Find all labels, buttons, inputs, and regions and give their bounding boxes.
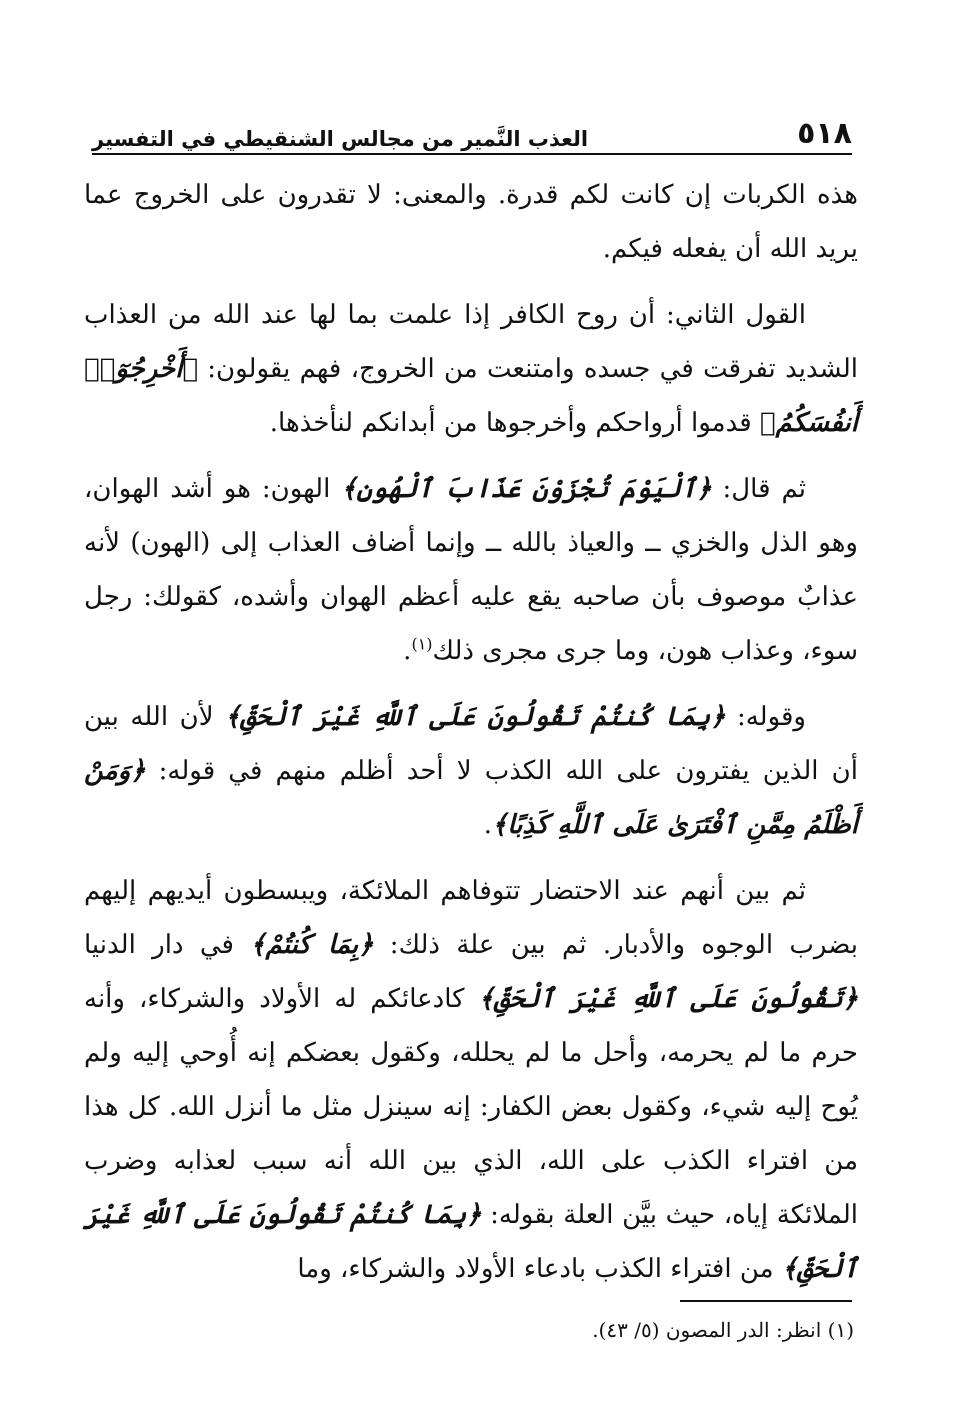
main-text (84, 168, 858, 1308)
paragraph-1: هذه الكربات إن كانت لكم قدرة. والمعنى: لا تقدرون على الخروج عما يريد الله أن يفعله فيكم. (84, 180, 858, 264)
quran-quote: ﴿وَمَنْ أَظْلَمُ مِمَّنِ ٱفْتَرَىٰ عَلَى ٱللَّهِ كَذِبًا﴾ (84, 756, 858, 840)
quran-quote: ﴿ٱلْيَوْمَ تُجْزَوْنَ عَذَابَ ٱلْهُونِ﴾ (341, 474, 712, 504)
paragraph-2 (84, 288, 858, 450)
footnote: (١) انظر: الدر المصون (٥/ ٤٣). (592, 1318, 854, 1342)
text-segment: وقوله: (725, 702, 806, 732)
footnote-divider (680, 1300, 852, 1302)
quran-quote: ﴿بِمَا كُنتُمْ﴾ (250, 930, 374, 960)
text-segment: كادعائكم له الأولاد والشركاء، وأنه حرم ما لم يحرمه، وأحل ما لم يحلله، وكقول بعضكم إنه أُوحي إليه ولم يُوح إليه شيء، وكقول بعض الكفار: إنه سينزل مثل ما أنزل الله. كل هذا من افتراء الكذب على الله، الذي بين الله أنه سبب لعذابه وضرب الملائكة إياه، حيث بيَّن العلة بقوله: (84, 984, 858, 1230)
quran-quote: ﴿أَخْرِجُوٓا۟ أَنفُسَكُمُ﴾ (84, 354, 858, 438)
paragraph-4 (84, 690, 858, 852)
text-segment: . (403, 636, 412, 666)
running-title: العذب النَّمير من مجالس الشنقيطي في التفسير (92, 127, 589, 151)
text-segment: من افتراء الكذب بادعاء الأولاد والشركاء، وما (297, 1254, 782, 1284)
paragraph-3 (84, 462, 858, 678)
text-segment: ثم بين أنهم عند الاحتضار تتوفاهم الملائكة، ويبسطون أيديهم إليهم بضرب الوجوه والأدبار. ثم بين علة ذلك: (84, 876, 858, 960)
quran-quote: ﴿تَقُولُونَ عَلَى ٱللَّهِ غَيْرَ ٱلْحَقِّ﴾ (478, 984, 858, 1014)
paragraph-5 (84, 864, 858, 1296)
text-segment: في دار الدنيا (84, 930, 251, 960)
text-segment: الهون: هو أشد الهوان، وهو الذل والخزي ــ والعياذ بالله ــ وإنما أضاف العذاب إلى (الهون) لأنه عذابٌ موصوف بأن صاحبه يقع عليه أعظم الهوان وأشده، كقولك: رجل سوء، وعذاب هون، وما جرى مجرى ذلك (84, 474, 858, 666)
text-segment: ثم قال: (711, 474, 807, 504)
quran-quote: ﴿بِمَا كُنتُمْ تَقُولُونَ عَلَى ٱللَّهِ غَيْرَ ٱلْحَقِّ﴾ (225, 702, 726, 732)
page-number: ٥١٨ (797, 116, 852, 151)
quran-quote: ﴿بِمَا كُنتُمْ تَقُولُونَ عَلَى ٱللَّهِ غَيْرَ ٱلْحَقِّ﴾ (84, 1200, 858, 1284)
text-segment: لأن الله بين أن الذين يفترون على الله الكذب لا أحد أظلم منهم في قوله: (84, 702, 858, 786)
text-segment: قدموا أرواحكم وأخرجوها من أبدانكم لنأخذها. (269, 408, 760, 438)
page-header (92, 105, 852, 151)
header-divider (92, 153, 852, 155)
text-segment: . (483, 810, 493, 840)
text-segment: القول الثاني: أن روح الكافر إذا علمت بما لها عند الله من العذاب الشديد تفرقت في جسده وامتنعت من الخروج، فهم يقولون: (84, 300, 858, 384)
footnote-reference: (١) (411, 634, 433, 654)
